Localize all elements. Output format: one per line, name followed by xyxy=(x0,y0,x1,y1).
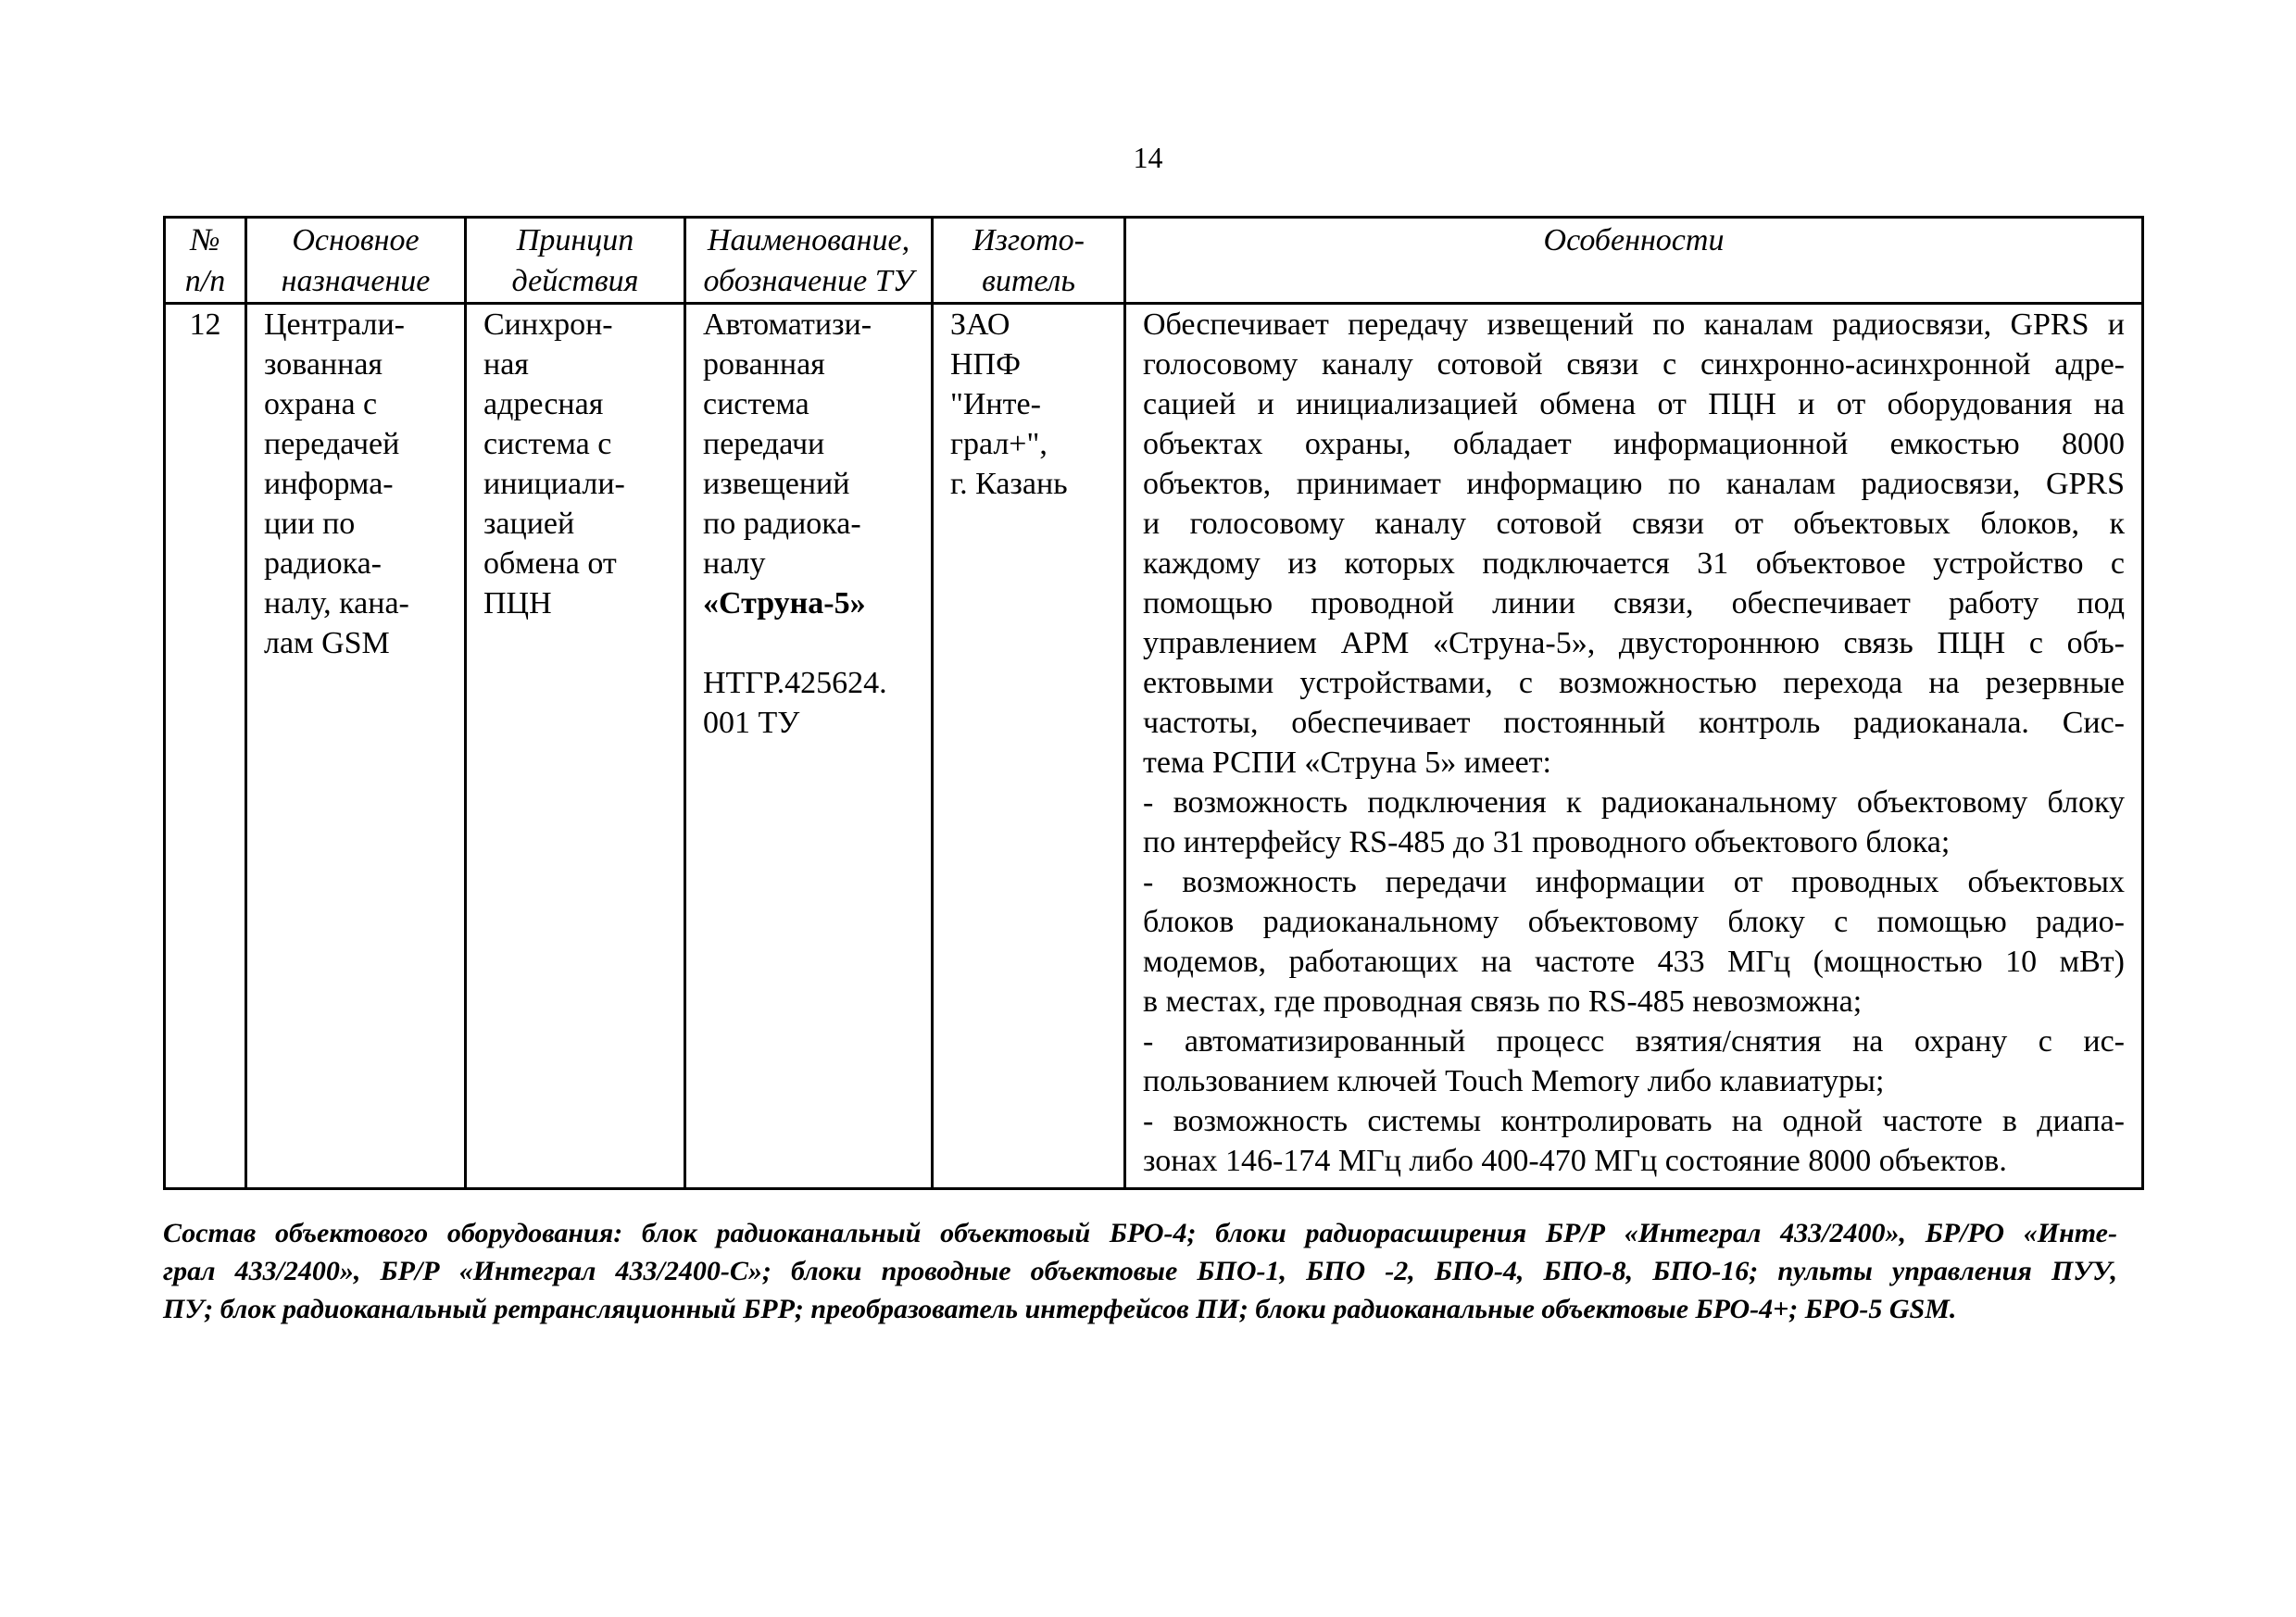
cell-features: Обеспечивает передачу извещений по каналам радиосвязи, GPRS и голосовому каналу сотовой связи с синхронно-асинхронной адре- сацией и инициализацией обмена от ПЦН и от оборудования на объектах охраны, обладает информационной емкостью 8000 объектов, принимает информацию по каналам радиосвязи, GPRS и голосовому каналу сотовой связи от объектовых блоков, к каждому из которых подключается 31 объектовое устройство с помощью проводной линии связи, обеспечивает работу под управлением АРМ «Струна-5», двустороннюю связь ПЦН с объ- ектовыми устройствами, с возможностью перехода на резервные частоты, обеспечивает постоянный контроль радиоканала. Сис- тема РСПИ «Струна 5» имеет: - возможность подключения к радиоканальному объектовому блоку по интерфейсу RS-485 до 31 проводного объектового блока; - возможность передачи информации от проводных объектовых блоков радиоканальному объектовому блоку с помощью радио- модемов, работающих на частоте 433 МГц (мощностью 10 мВт) в местах, где проводная связь по RS-485 невозможна; - автоматизированный процесс взятия/снятия на охрану с ис- пользованием ключей Touch Memory либо клавиатуры; - возможность системы контролировать на одной частоте в диапа- зонах 146-174 МГц либо 400-470 МГц состояние 8000 объектов. xyxy=(1125,304,2143,1189)
spec-number: НТГР.425624. xyxy=(703,666,887,700)
cell-maker: ЗАО НПФ "Инте- грал+", г. Казань xyxy=(933,304,1125,1189)
header-num: № п/п xyxy=(165,218,246,304)
header-name: Наименование, обозначение ТУ xyxy=(685,218,933,304)
product-name: «Струна-5» xyxy=(703,586,866,620)
header-features: Особенности xyxy=(1125,218,2143,304)
cell-principle: Синхрон- ная адресная система с инициали- зацией обмена от ПЦН xyxy=(466,304,685,1189)
cell-num: 12 xyxy=(165,304,246,1189)
header-purpose: Основное назначение xyxy=(246,218,466,304)
table-header-row xyxy=(165,218,2143,304)
page-number: 14 xyxy=(1133,141,1163,174)
cell-name: Автоматизи- рованная система передачи извещений по радиока- налу «Струна-5» НТГР.425624. 001 ТУ xyxy=(685,304,933,1189)
header-maker: Изгото- витель xyxy=(933,218,1125,304)
equipment-table xyxy=(163,216,2144,1190)
equipment-footnote: Состав объектового оборудования: блок радиоканальный объектовый БРО-4; блоки радиорасширения БР/Р «Интеграл 433/2400», БР/РО «Инте- грал 433/2400», БР/Р «Интеграл 433/2400-С»; блоки проводные объектовые БПО-1, БПО -2, БПО-4, БПО-8, БПО-16; пульты управления ПУУ, ПУ; блок радиоканальный ретрансляционный БРР; преобразователь интерфейсов ПИ; блоки радиоканальные объектовые БРО-4+; БРО-5 GSM. xyxy=(163,1218,2117,1324)
cell-purpose: Централи- зованная охрана с передачей информа- ции по радиока- налу, кана- лам GSM xyxy=(246,304,466,1189)
header-principle: Принцип действия xyxy=(466,218,685,304)
table-row xyxy=(165,304,2143,1189)
